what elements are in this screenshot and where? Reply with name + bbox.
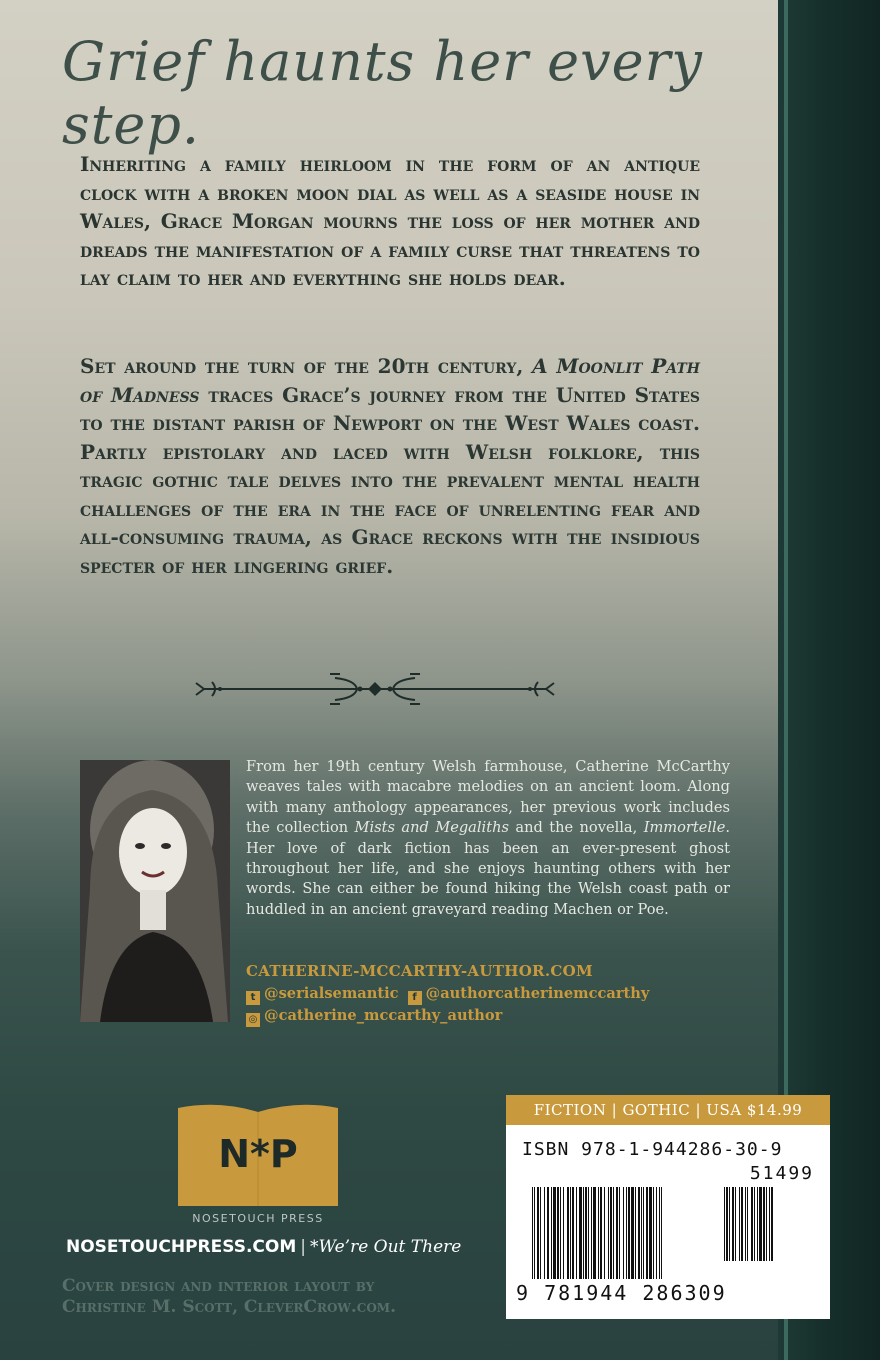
barcode-bar (763, 1187, 765, 1261)
barcode-bar (623, 1187, 624, 1279)
barcode-bar (591, 1187, 592, 1279)
barcode-bar (771, 1187, 773, 1261)
isbn-barcode (506, 1125, 830, 1319)
barcode-bar (604, 1187, 605, 1279)
barcode-bar (766, 1187, 767, 1261)
credit-line-1: Cover design and interior layout by (62, 1276, 375, 1296)
barcode-bar (656, 1187, 657, 1279)
barcode-bar (551, 1187, 552, 1279)
barcode-bar (598, 1187, 599, 1279)
barcode-bar (585, 1187, 587, 1279)
barcode-bar (557, 1187, 559, 1279)
barcode-bar (757, 1187, 758, 1261)
barcode-bar (560, 1187, 561, 1279)
barcode-bar (619, 1187, 620, 1279)
barcode-bar (544, 1187, 545, 1279)
barcode-bar (751, 1187, 753, 1261)
barcode-bar (547, 1187, 549, 1279)
barcode-bar (649, 1187, 652, 1279)
credit-line-2: Christine M. Scott, CleverCrow.com. (62, 1297, 397, 1317)
barcode-bar (532, 1187, 533, 1279)
barcode-bar (610, 1187, 612, 1279)
barcode-bar (576, 1187, 577, 1279)
barcode-bar (626, 1187, 627, 1279)
publisher-logo-text: N*P (218, 1132, 298, 1176)
facebook-handle-link[interactable]: @authorcatherinemccarthy (425, 985, 650, 1002)
barcode-bar (579, 1187, 582, 1279)
author-website-link[interactable]: CATHERINE-MCCARTHY-AUTHOR.COM (246, 962, 593, 980)
author-portrait-illustration (80, 760, 230, 1022)
instagram-handle-link[interactable]: @catherine_mccarthy_author (264, 1007, 503, 1024)
barcode-bar (726, 1187, 728, 1261)
barcode-bars (532, 1187, 716, 1287)
bio-text: From her 19th century Welsh farmhouse, Catherine McCarthy weaves tales with macabre melodies on an ancient loom. Along with many anthology appearances, her previous work includes the collection (246, 758, 730, 837)
barcode-bar (724, 1187, 725, 1261)
barcode-addon-bars (724, 1187, 814, 1267)
barcode-bar (583, 1187, 584, 1279)
barcode-bar (661, 1187, 662, 1279)
separator: | (300, 1237, 307, 1257)
barcode-bar (646, 1187, 648, 1279)
barcode-bar (628, 1187, 630, 1279)
barcode-bar (635, 1187, 636, 1279)
barcode-bar (600, 1187, 602, 1279)
barcode-bar (631, 1187, 634, 1279)
barcode-bar (553, 1187, 556, 1279)
barcode-bar (638, 1187, 640, 1279)
barcode-bar (641, 1187, 642, 1279)
blurb-text: Set around the turn of the 20th century, (80, 354, 533, 378)
bio-book-title: Immortelle (643, 819, 726, 837)
ornamental-divider-icon (190, 670, 560, 708)
tagline: Grief haunts her every step. (62, 30, 703, 156)
barcode-bar (570, 1187, 571, 1279)
barcode-bar (613, 1187, 614, 1279)
bio-text: . Her love of dark fiction has been an ever-present ghost throughout her life, and she enjoys haunting others with her words. She can either be found hiking the Welsh coast path or huddled in an ancient graveyard reading Machen or Poe. (246, 819, 731, 918)
barcode-bar (732, 1187, 734, 1261)
blurb-paragraph-1: Inheriting a family heirloom in the form of an antique clock with a broken moon dial as well as a seaside house in Wales, Grace Morgan mourns the loss of her mother and dreads the manifestation of a family curse that threatens to lay claim to her and everything she holds dear. (80, 152, 701, 290)
barcode-bar (593, 1187, 596, 1279)
publisher-name: NOSETOUCH PRESS (192, 1212, 324, 1225)
isbn-label: ISBN 978-1-944286-30-9 (522, 1139, 783, 1160)
barcode-bar (754, 1187, 755, 1261)
book-title: A Moonlit Path of Madness (80, 354, 700, 407)
social-row (246, 985, 649, 1005)
author-photo (80, 760, 230, 1022)
barcode-bar (534, 1187, 535, 1279)
barcode-bar (608, 1187, 609, 1279)
facebook-icon: f (408, 991, 422, 1005)
twitter-handle-link[interactable]: @serialsemantic (264, 985, 399, 1002)
genre-price-bar: FICTION | GOTHIC | USA $14.99 (506, 1095, 830, 1125)
instagram-icon: ◎ (246, 1013, 260, 1027)
price-code-label: 51499 (749, 1163, 814, 1184)
twitter-icon: t (246, 991, 260, 1005)
social-row (246, 1007, 502, 1027)
barcode-bar (739, 1187, 740, 1261)
barcode-bar (588, 1187, 589, 1279)
barcode-bar (643, 1187, 644, 1279)
barcode-bar (735, 1187, 736, 1261)
design-credit (62, 1276, 502, 1318)
bio-book-title: Mists and Megaliths (354, 819, 509, 837)
barcode-bar (745, 1187, 746, 1261)
publisher-line (66, 1237, 461, 1257)
barcode-bar (616, 1187, 618, 1279)
blurb-text: traces Grace’s journey from the United States to the distant parish of Newport on the West Wales coast. Partly epistolary and laced with Welsh folklore, this tragic gothic tale delves into the prevalent mental health challenges of the era in the face of unrelenting fear and all-consuming trauma, as Grace reckons with the insidious specter of her lingering grief. (80, 382, 700, 578)
barcode-bar (729, 1187, 730, 1261)
publisher-website-link[interactable]: NOSETOUCHPRESS.COM (66, 1237, 297, 1257)
barcode-bar (659, 1187, 660, 1279)
barcode-bar (769, 1187, 770, 1261)
ean-digits: 9 781944 286309 (516, 1281, 727, 1305)
barcode-bar (567, 1187, 569, 1279)
blurb-paragraph-2 (80, 352, 700, 580)
bio-text: and the novella, (508, 819, 644, 837)
barcode-bar (537, 1187, 539, 1279)
publisher-motto: *We’re Out There (310, 1237, 462, 1257)
barcode-bar (741, 1187, 743, 1261)
barcode-bar (572, 1187, 574, 1279)
barcode-bar (759, 1187, 762, 1261)
barcode-bar (747, 1187, 748, 1261)
barcode-bar (540, 1187, 541, 1279)
barcode-bar (563, 1187, 564, 1279)
publisher-logo (178, 1102, 338, 1206)
author-bio (246, 757, 730, 920)
barcode-bar (653, 1187, 654, 1279)
